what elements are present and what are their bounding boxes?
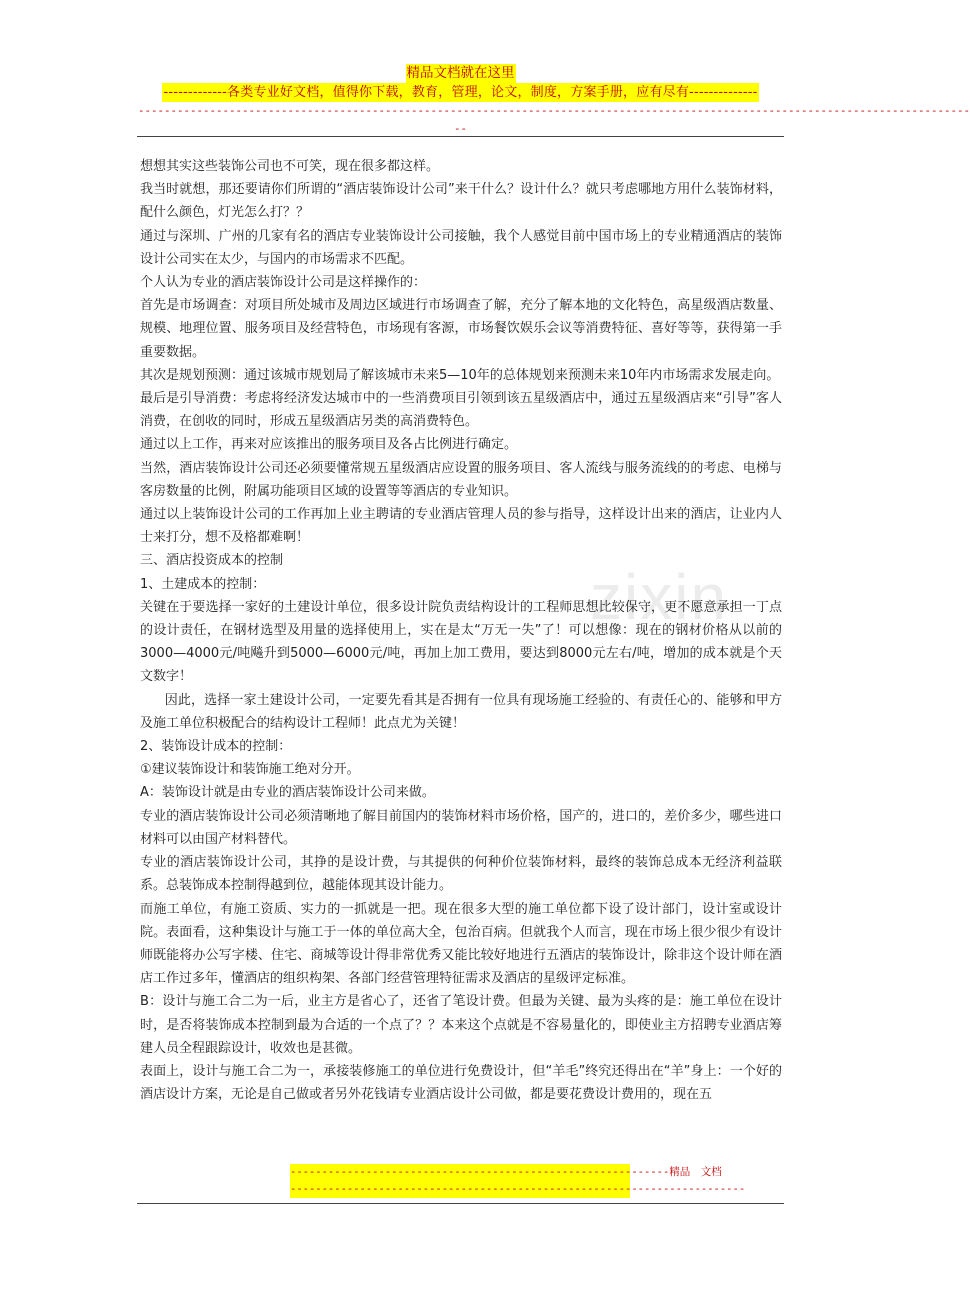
footer-line-1: ------------------------------------------------------------精品 文档: [290, 1164, 630, 1181]
document-body: [140, 155, 782, 1106]
header-dash-line: --------------------------------------------------------------------------------------------------------------------------------: [138, 104, 970, 117]
page-header: [138, 64, 970, 138]
paragraph: 专业的酒店装饰设计公司，其挣的是设计费，与其提供的何种价位装饰材料，最终的装饰总成本无经济利益联系。总装饰成本控制得越到位，越能体现其设计能力。: [140, 855, 782, 894]
header-title: 精品文档就在这里: [406, 65, 515, 81]
paragraph: 最后是引导消费：考虑将经济发达城市中的一些消费项目引领到该五星级酒店中，通过五星级酒店来“引导”客人消费，在创收的同时，形成五星级酒店另类的高消费特色。: [140, 391, 782, 430]
footer-line-2: ------------------------------------------------------------------------: [290, 1181, 630, 1198]
paragraph: 表面上，设计与施工合二为一，承接装修施工的单位进行免费设计，但“羊毛”终究还得出在“羊”身上：一个好的酒店设计方案，无论是自己做或者另外花钱请专业酒店设计公司做，都是要花费设计费用的，现在五: [140, 1063, 782, 1103]
header-subtitle: -------------各类专业好文档，值得你下载，教育，管理，论文，制度，方案手册，应有尽有--------------: [163, 85, 758, 100]
footer-rule: [137, 1203, 784, 1204]
paragraph: 我当时就想，那还要请你们所谓的“酒店装饰设计公司”来干什么？设计什么？就只考虑哪地方用什么装饰材料，配什么颜色，灯光怎么打？？: [140, 182, 782, 221]
paragraph: 而施工单位，有施工资质、实力的一抓就是一把。现在很多大型的施工单位都下设了设计部门，设计室或设计院。表面看，这种集设计与施工于一体的单位高大全，包治百病。但就我个人而言，现在市场上很少很少有设计师既能将办公写字楼、住宅、商城等设计得非常优秀又能比较好地进行五酒店的装饰设计，除非这个设计师在酒店工作过多年，懂酒店的组织构架、各部门经营管理特征需求及酒店的星级评定标准。: [140, 901, 782, 987]
paragraph: 当然，酒店装饰设计公司还必须要懂常规五星级酒店应设置的服务项目、客人流线与服务流线的的考虑、电梯与客房数量的比例，附属功能项目区域的设置等等酒店的专业知识。: [140, 460, 782, 499]
paragraph: 通过以上装饰设计公司的工作再加上业主聘请的专业酒店管理人员的参与指导，这样设计出来的酒店，让业内人士来打分，想不及格都难啊！: [140, 507, 782, 546]
paragraph: 首先是市场调查：对项目所处城市及周边区域进行市场调查了解，充分了解本地的文化特色，高星级酒店数量、规模、地理位置、服务项目及经营特色，市场现有客源，市场餐饮娱乐会议等消费特征、喜好等等，获得第一手重要数据。: [140, 298, 782, 360]
paragraph: ①建议装饰设计和装饰施工绝对分开。: [140, 762, 360, 778]
paragraph: 想想其实这些装饰公司也不可笑，现在很多都这样。: [140, 159, 440, 174]
paragraph: 个人认为专业的酒店装饰设计公司是这样操作的：: [140, 275, 427, 291]
paragraph: 关键在于要选择一家好的土建设计单位，很多设计院负责结构设计的工程师思想比较保守，更不愿意承担一丁点的设计责任，在钢材选型及用量的选择使用上，实在是太“万无一失”了！可以想像：现在的钢材价格从以前的3000—4000元/吨飚升到5000—6000元/吨，再加上加工费用，要达到8000元左右/吨，增加的成本就是个天文数字！: [140, 599, 782, 685]
subsection-heading: 1、土建成本的控制：: [140, 576, 266, 592]
section-heading: 三、酒店投资成本的控制: [140, 553, 284, 569]
paragraph: 通过以上工作，再来对应该推出的服务项目及各占比例进行确定。: [140, 437, 518, 453]
paragraph: 专业的酒店装饰设计公司必须清晰地了解目前国内的装饰材料市场价格，国产的，进口的，差价多少，哪些进口材料可以由国产材料替代。: [140, 808, 782, 847]
subsection-heading: 2、装饰设计成本的控制：: [140, 739, 292, 755]
paragraph: 其次是规划预测：通过该城市规划局了解该城市未来5—10年的总体规划来预测未来10年内市场需求发展走向。: [140, 367, 780, 383]
header-dash-tail: --: [453, 122, 467, 135]
paragraph: A：装饰设计就是由专业的酒店装饰设计公司来做。: [140, 785, 435, 801]
paragraph: 通过与深圳、广州的几家有名的酒店专业装饰设计公司接触，我个人感觉目前中国市场上的专业精通酒店的装饰设计公司实在太少，与国内的市场需求不匹配。: [140, 228, 782, 267]
paragraph: B：设计与施工合二为一后，业主方是省心了，还省了笔设计费。但最为关键、最为头疼的是：施工单位在设计时，是否将装饰成本控制到最为合适的一个点了？？本来这个点就是不容易量化的，即使业主方招聘专业酒店筹建人员全程跟踪设计，收效也是甚微。: [140, 994, 782, 1056]
watermark: zixin: [590, 561, 729, 633]
paragraph: 因此，选择一家土建设计公司，一定要先看其是否拥有一位具有现场施工经验的、有责任心的、能够和甲方及施工单位积极配合的结构设计工程师！此点尤为关键！: [140, 692, 782, 731]
page-footer: [290, 1164, 746, 1198]
